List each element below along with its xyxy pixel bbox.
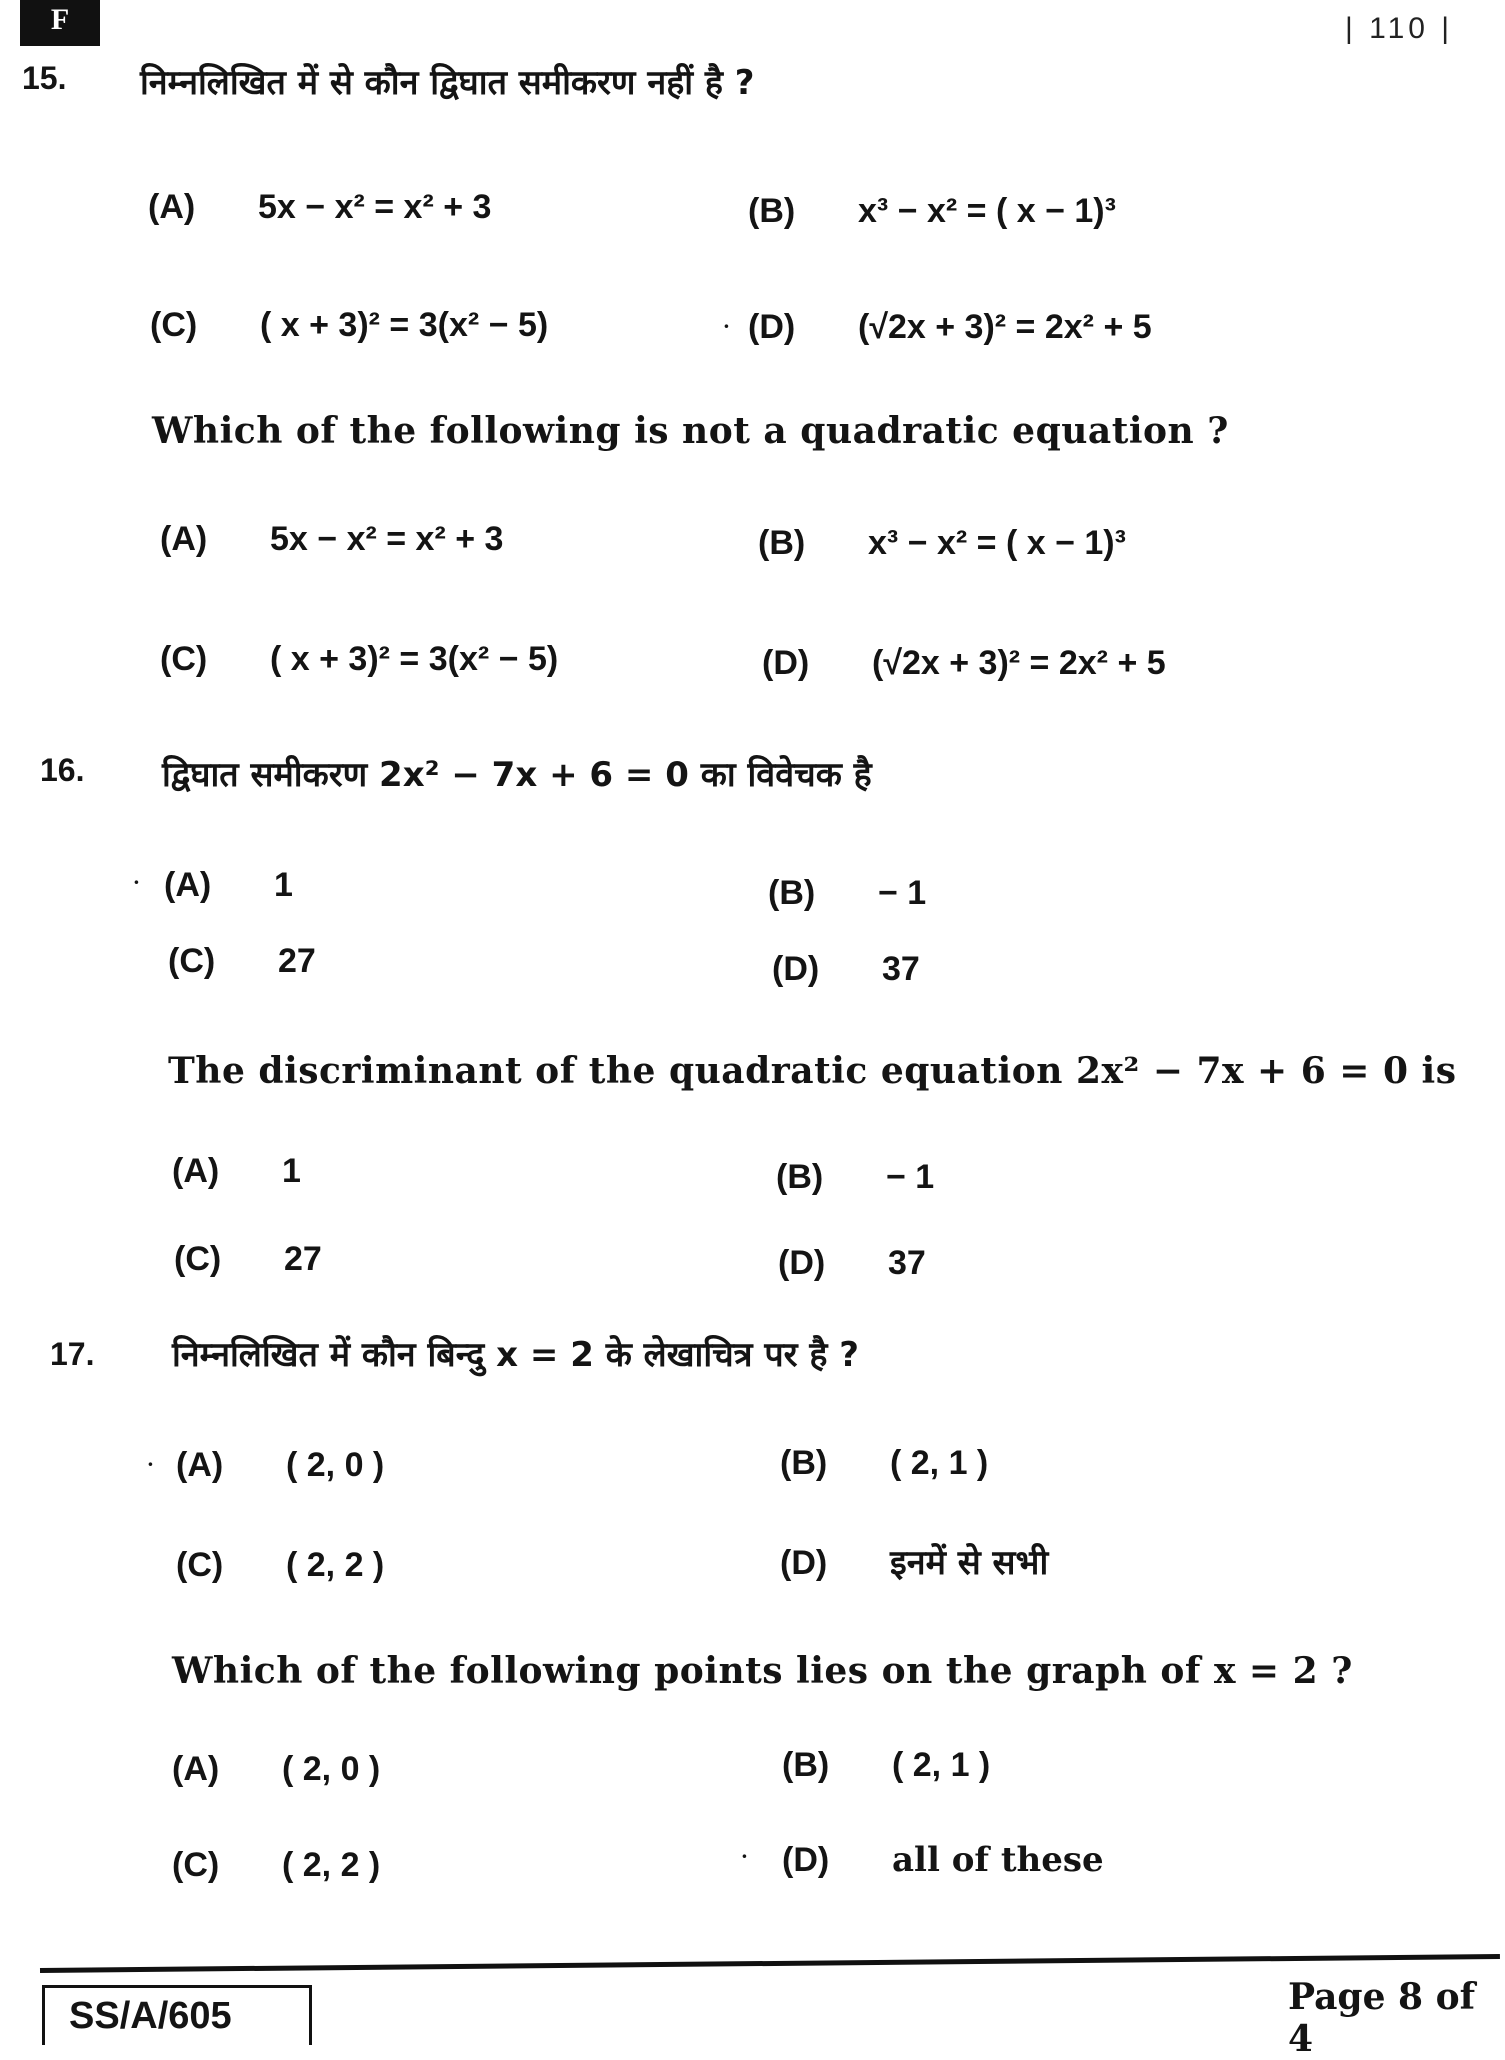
option-value: (√2x + 3)² = 2x² + 5 xyxy=(872,644,1166,682)
question-16-hindi-text: द्विघात समीकरण 2x² − 7x + 6 = 0 का विवेचक है xyxy=(162,755,872,795)
q15-hi-option-b xyxy=(748,192,1116,231)
option-value: ( 2, 2 ) xyxy=(282,1846,381,1884)
question-15-hindi-text: निम्नलिखित में से कौन द्विघात समीकरण नहीं है ? xyxy=(140,63,755,103)
q16-hi-option-c xyxy=(168,942,316,981)
q17-hi-option-d xyxy=(780,1538,1048,1584)
option-value: ( 2, 0 ) xyxy=(286,1446,385,1484)
option-label: (A) xyxy=(160,520,208,558)
q16-en-option-a xyxy=(172,1152,301,1191)
option-value: 5x − x² = x² + 3 xyxy=(258,188,492,226)
footer-divider xyxy=(40,1954,1500,1973)
option-value: ( 2, 2 ) xyxy=(286,1546,385,1584)
option-label: (A) xyxy=(164,866,212,904)
option-value: x³ − x² = ( x − 1)³ xyxy=(868,524,1126,562)
option-label: (D) xyxy=(772,950,820,988)
option-label: (B) xyxy=(748,192,796,230)
option-label: (D) xyxy=(762,644,810,682)
answer-mark-dot: · xyxy=(740,1840,749,1873)
paper-code: SS/A/605 xyxy=(42,1985,312,2045)
option-label: (C) xyxy=(150,306,198,344)
option-label: (B) xyxy=(780,1444,828,1482)
q16-en-option-d xyxy=(778,1244,926,1283)
q15-en-option-d xyxy=(762,644,1166,683)
q17-en-option-c xyxy=(172,1846,380,1885)
option-label: (C) xyxy=(160,640,208,678)
option-value: इनमें से सभी xyxy=(890,1543,1049,1583)
option-label: (D) xyxy=(748,308,796,346)
set-label-box: F xyxy=(20,0,100,46)
option-value: 5x − x² = x² + 3 xyxy=(270,520,504,558)
question-17-english-text: Which of the following points lies on the graph of x = 2 ? xyxy=(172,1650,1353,1692)
option-label: (B) xyxy=(768,874,816,912)
option-value: 27 xyxy=(278,942,316,980)
option-label: (D) xyxy=(778,1244,826,1282)
q15-en-option-a xyxy=(160,520,503,559)
q17-en-option-b xyxy=(782,1746,990,1785)
option-value: (√2x + 3)² = 2x² + 5 xyxy=(858,308,1152,346)
option-label: (B) xyxy=(776,1158,824,1196)
question-15-english-text: Which of the following is not a quadratic equation ? xyxy=(152,410,1229,452)
q17-hi-option-c xyxy=(176,1546,384,1585)
option-label: (C) xyxy=(168,942,216,980)
option-value: 1 xyxy=(282,1152,301,1190)
question-number-16: 16. xyxy=(40,752,85,788)
option-label: (B) xyxy=(758,524,806,562)
question-number-15: 15. xyxy=(22,60,67,96)
option-value: 37 xyxy=(888,1244,926,1282)
q16-hi-option-d xyxy=(772,950,920,989)
q15-en-option-c xyxy=(160,640,558,679)
q15-en-option-b xyxy=(758,524,1126,563)
option-label: (C) xyxy=(176,1546,224,1584)
option-value: − 1 xyxy=(886,1158,935,1196)
option-value: 37 xyxy=(882,950,920,988)
q17-hi-option-b xyxy=(780,1444,988,1483)
q16-hi-option-a xyxy=(164,866,293,905)
option-value: 1 xyxy=(274,866,293,904)
question-17-hindi-text: निम्नलिखित में कौन बिन्दु x = 2 के लेखाचित्र पर है ? xyxy=(172,1335,859,1375)
answer-mark-dot: · xyxy=(146,1448,155,1481)
option-label: (D) xyxy=(782,1841,830,1879)
question-number-17: 17. xyxy=(50,1336,95,1372)
option-value: 27 xyxy=(284,1240,322,1278)
option-value: x³ − x² = ( x − 1)³ xyxy=(858,192,1116,230)
option-value: ( x + 3)² = 3(x² − 5) xyxy=(270,640,559,678)
option-value: ( 2, 0 ) xyxy=(282,1750,381,1788)
option-label: (A) xyxy=(148,188,196,226)
option-label: (C) xyxy=(172,1846,220,1884)
q15-hi-option-a xyxy=(148,188,491,227)
answer-mark-dot: · xyxy=(132,866,141,899)
option-value: ( 2, 1 ) xyxy=(890,1444,989,1482)
answer-mark-dot: · xyxy=(722,310,731,343)
q17-en-option-a xyxy=(172,1750,380,1789)
option-label: (A) xyxy=(172,1152,220,1190)
q17-hi-option-a xyxy=(176,1446,384,1485)
q15-hi-option-d xyxy=(748,308,1152,347)
option-label: (A) xyxy=(176,1446,224,1484)
question-code: | 110 | xyxy=(1345,12,1454,45)
option-value: all of these xyxy=(892,1840,1104,1880)
option-label: (B) xyxy=(782,1746,830,1784)
q16-en-option-c xyxy=(174,1240,322,1279)
q15-hi-option-c xyxy=(150,306,548,345)
page-number: Page 8 of 4 xyxy=(1288,1976,1476,2060)
q16-hi-option-b xyxy=(768,874,926,913)
option-value: − 1 xyxy=(878,874,927,912)
option-label: (A) xyxy=(172,1750,220,1788)
option-value: ( x + 3)² = 3(x² − 5) xyxy=(260,306,549,344)
option-value: ( 2, 1 ) xyxy=(892,1746,991,1784)
q16-en-option-b xyxy=(776,1158,934,1197)
q17-en-option-d xyxy=(782,1840,1104,1880)
option-label: (D) xyxy=(780,1544,828,1582)
question-16-english-text: The discriminant of the quadratic equation 2x² − 7x + 6 = 0 is xyxy=(168,1050,1457,1092)
option-label: (C) xyxy=(174,1240,222,1278)
